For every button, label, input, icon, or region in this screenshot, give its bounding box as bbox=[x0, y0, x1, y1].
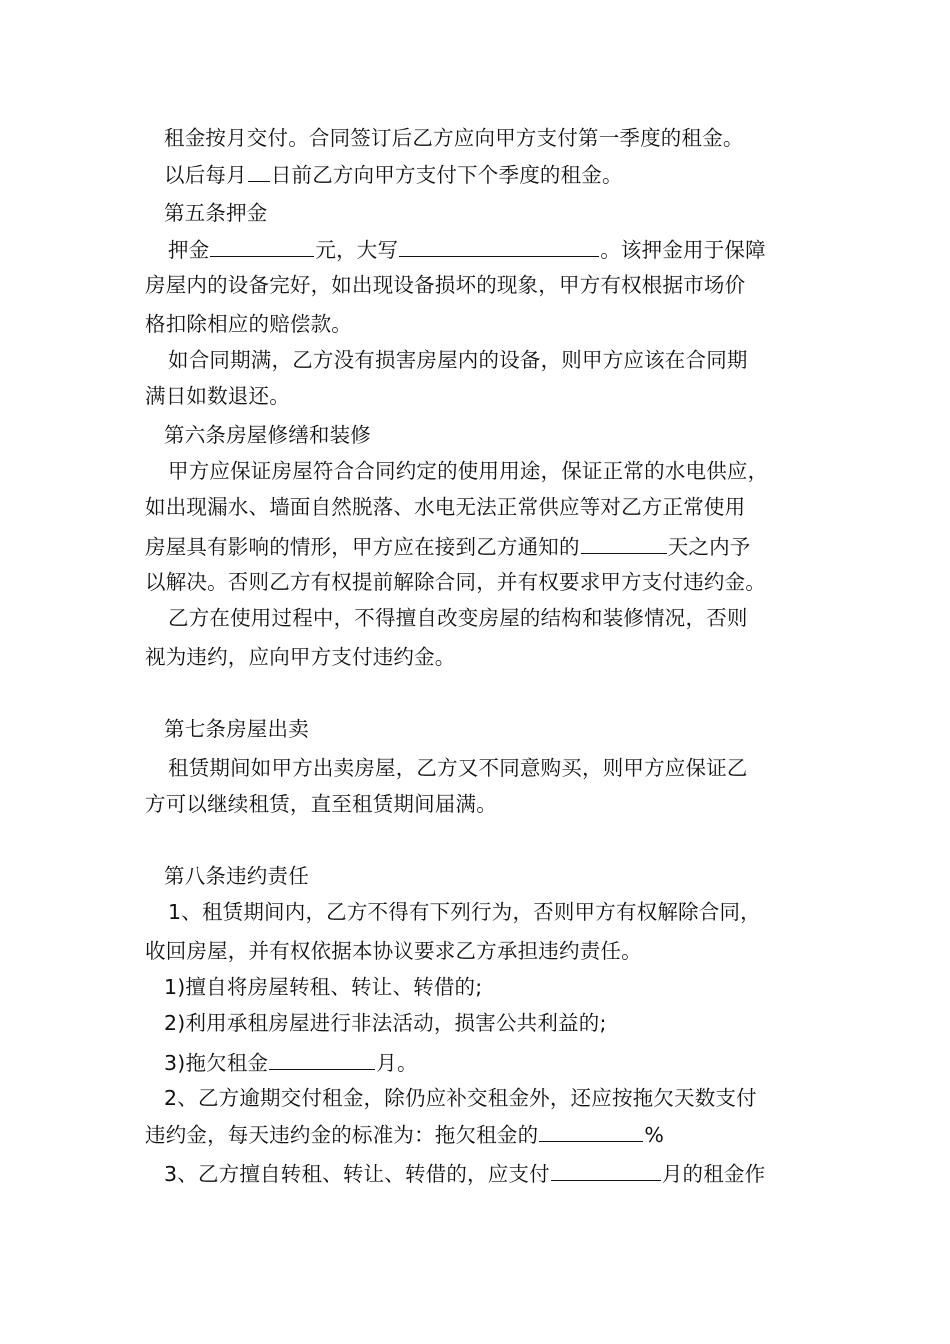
text-line: 乙方在使用过程中，不得擅自改变房屋的结构和装修情况，否则 bbox=[168, 606, 748, 630]
section-heading: 第七条房屋出卖 bbox=[164, 717, 309, 741]
fill-in-blank bbox=[210, 235, 314, 257]
text-line: 1、租赁期间内，乙方不得有下列行为，否则甲方有权解除合同， bbox=[168, 900, 761, 924]
text-line: 如出现漏水、墙面自然脱落、水电无法正常供应等对乙方正常使用 bbox=[145, 495, 746, 519]
text-line: 视为违约，应向甲方支付违约金。 bbox=[145, 645, 456, 669]
text-line: 以解决。否则乙方有权提前解除合同，并有权要求甲方支付违约金。 bbox=[145, 570, 766, 594]
list-item: 1)擅自将房屋转租、转让、转借的; bbox=[164, 975, 483, 999]
text-line: 违约金，每天违约金的标准为：拖欠租金的 % bbox=[145, 1120, 664, 1149]
fill-in-blank bbox=[399, 235, 599, 257]
section-heading: 第五条押金 bbox=[164, 201, 268, 225]
fill-in-blank bbox=[551, 1159, 661, 1181]
fill-in-blank bbox=[248, 160, 270, 182]
text-line: 格扣除相应的赔偿款。 bbox=[145, 312, 352, 336]
text-line: 以后每月 日前乙方向甲方支付下个季度的租金。 bbox=[164, 160, 623, 189]
text-line: 方可以继续租赁，直至租赁期间届满。 bbox=[145, 792, 497, 816]
text-line: 收回房屋，并有权依据本协议要求乙方承担违约责任。 bbox=[145, 939, 642, 963]
fill-in-blank bbox=[581, 532, 667, 554]
text-line: 甲方应保证房屋符合合同约定的使用用途，保证正常的水电供应， bbox=[168, 459, 769, 483]
text-line: 如合同期满，乙方没有损害房屋内的设备，则甲方应该在合同期 bbox=[168, 348, 748, 372]
text-line: 租金按月交付。合同签订后乙方应向甲方支付第一季度的租金。 bbox=[164, 126, 744, 150]
text-line: 满日如数退还。 bbox=[145, 384, 290, 408]
section-heading: 第六条房屋修缮和装修 bbox=[164, 423, 371, 447]
text-line: 房屋具有影响的情形，甲方应在接到乙方通知的 天之内予 bbox=[145, 532, 751, 561]
fill-in-blank bbox=[269, 1048, 375, 1070]
text-line: 2、乙方逾期交付租金，除仍应补交租金外，还应按拖欠天数支付 bbox=[164, 1086, 757, 1110]
list-item: 3)拖欠租金 月。 bbox=[164, 1048, 418, 1077]
section-heading: 第八条违约责任 bbox=[164, 864, 309, 888]
list-item: 2)利用承租房屋进行非法活动，损害公共利益的; bbox=[164, 1011, 607, 1035]
text-line: 押金 元，大写 。该押金用于保障 bbox=[168, 235, 766, 264]
text-line: 3、乙方擅自转租、转让、转借的，应支付 月的租金作 bbox=[164, 1159, 765, 1188]
fill-in-blank bbox=[539, 1120, 643, 1142]
text-line: 房屋内的设备完好，如出现设备损坏的现象，甲方有权根据市场价 bbox=[145, 273, 746, 297]
text-line: 租赁期间如甲方出卖房屋，乙方又不同意购买，则甲方应保证乙 bbox=[168, 756, 748, 780]
